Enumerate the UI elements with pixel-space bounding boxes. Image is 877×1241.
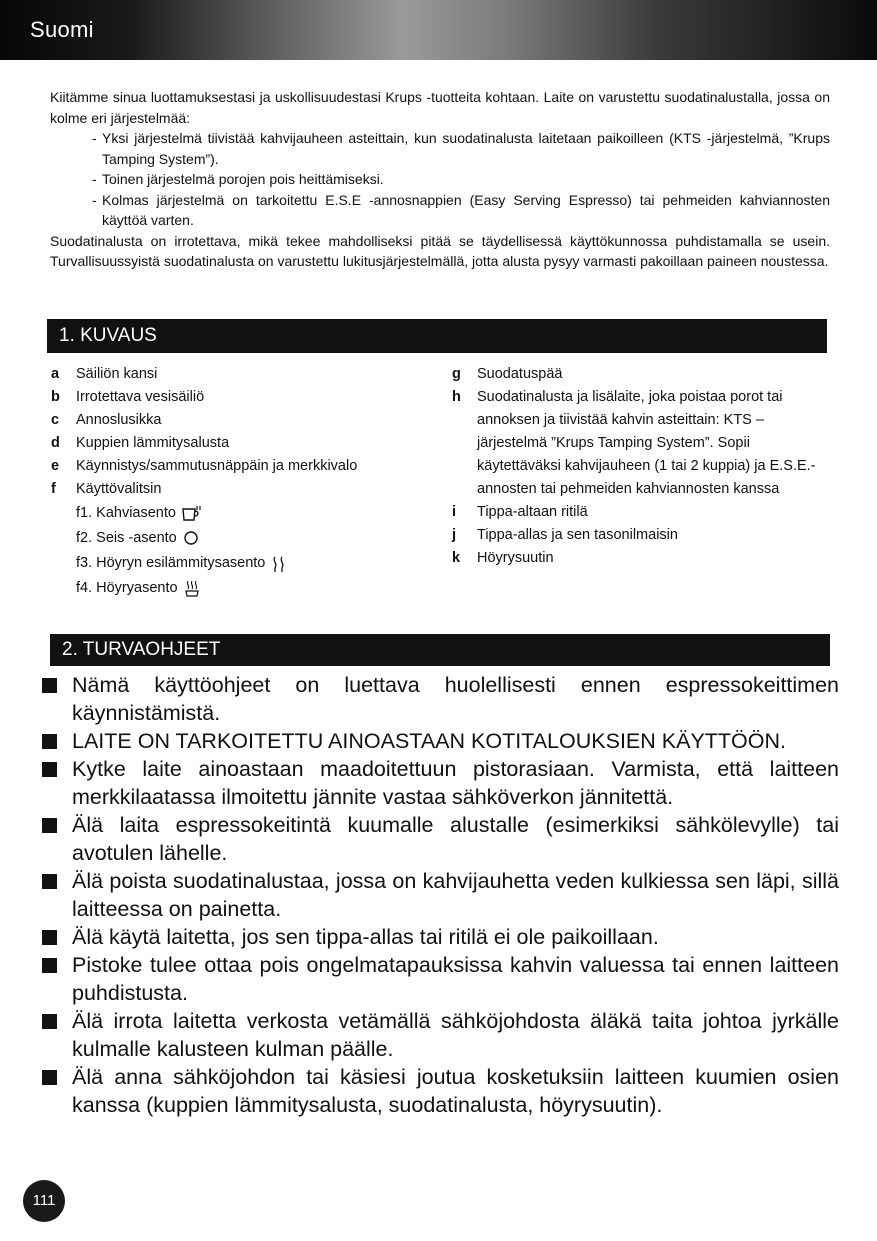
selector-position: f2. Seis -asento (51, 526, 431, 551)
bullet-square-icon (42, 1014, 57, 1029)
safety-item: Älä poista suodatinalustaa, jossa on kahvijauhetta veden kulkiessa sen läpi, sillä laitteessa on painetta. (42, 867, 839, 923)
safety-item: Kytke laite ainoastaan maadoitettuun pistorasiaan. Varmista, että laitteen merkkilaatassa ilmoitettu jännite vastaa sähköverkon jännitettä. (42, 755, 839, 811)
part-item: b Irrotettava vesisäiliö (51, 389, 205, 405)
safety-item: LAITE ON TARKOITETTU AINOASTAAN KOTITALOUKSIEN KÄYTTÖÖN. (42, 727, 839, 755)
page-number: 111 (23, 1180, 65, 1222)
intro-paragraph-2: Suodatinalusta on irrotettava, mikä tekee mahdolliseksi pitää se täydellisessä käyttökunnossa puhdistamalla se usein. Turvallisuussyistä suodatinalusta on varustettu lukitusjärjestelmällä, jotta alusta pysyy varmasti pakoillaan paineen noustessa. (50, 232, 830, 269)
system-item: - Yksi järjestelmä tiivistää kahvijauheen asteittain, kun suodatinalusta laitetaan paikoilleen (KTS -järjestelmä, ”Krups Tamping System”). (92, 130, 830, 167)
system-item: - Kolmas järjestelmä on tarkoitettu E.S.E -annosnappien (Easy Serving Espresso) tai pehmeiden kahviannosten käyttöä varten. (92, 191, 830, 228)
section-heading-kuvaus: 1. KUVAUS (47, 319, 827, 353)
language-label: Suomi (30, 17, 94, 42)
safety-item: Älä käytä laitetta, jos sen tippa-allas tai ritilä ei ole paikoillaan. (42, 923, 839, 951)
bullet-square-icon (42, 958, 57, 973)
selector-position: f3. Höyryn esilämmitysasento (51, 551, 431, 576)
parts-list-left (51, 363, 431, 601)
part-item: g Suodatuspää (452, 366, 563, 382)
part-item: j Tippa-allas ja sen tasonilmaisin (452, 527, 678, 543)
bullet-square-icon (42, 874, 57, 889)
safety-item: Älä anna sähköjohdon tai käsiesi joutua kosketuksiin laitteen kuumien osien kanssa (kuppien lämmitysalusta, suodatinalusta, höyrysuutin). (42, 1063, 839, 1119)
safety-list (42, 671, 839, 1119)
coffee-cup-icon (181, 505, 203, 523)
part-item: c Annoslusikka (51, 412, 162, 428)
bullet-square-icon (42, 678, 57, 693)
steam-icon (183, 579, 201, 599)
bullet-square-icon (42, 818, 57, 833)
section-heading-turvaohjeet: 2. TURVAOHJEET (50, 634, 830, 666)
part-item: i Tippa-altaan ritilä (452, 504, 588, 520)
bullet-square-icon (42, 734, 57, 749)
part-item: h Suodatinalusta ja lisälaite, joka poistaa porot tai annoksen ja tiivistää kahvin asteittain: KTS – järjestelmä ”Krups Tamping System”. Sopii käytettäväksi kahvijauheen (1 tai 2 kuppia) ja E.S.E.-annosten tai pehmeiden kahviannosten kanssa (452, 389, 816, 497)
part-item: f Käyttövalitsin (51, 481, 162, 497)
circle-off-icon (182, 530, 200, 548)
intro-text (50, 87, 830, 272)
selector-position: f1. Kahviasento (51, 501, 431, 526)
safety-item: Älä irrota laitetta verkosta vetämällä sähköjohdosta äläkä taita johtoa jyrkälle kulmalle kalusteen kulman päälle. (42, 1007, 839, 1063)
bullet-square-icon (42, 930, 57, 945)
steam-preheat-icon (270, 554, 290, 574)
system-item: - Toinen järjestelmä porojen pois heittämiseksi. (92, 171, 384, 187)
header-banner (0, 0, 877, 60)
part-item: a Säiliön kansi (51, 366, 158, 382)
intro-paragraph-1: Kiitämme sinua luottamuksestasi ja uskollisuudestasi Krups -tuotteita kohtaan. Laite on varustettu suodatinalustalla, jossa on kolme eri järjestelmää: (50, 89, 830, 126)
part-item: k Höyrysuutin (452, 550, 554, 566)
safety-item: Pistoke tulee ottaa pois ongelmatapauksissa kahvin valuessa tai ennen laitteen puhdistusta. (42, 951, 839, 1007)
safety-item: Älä laita espressokeitintä kuumalle alustalle (esimerkiksi sähkölevylle) tai avotulen lähelle. (42, 811, 839, 867)
parts-list-right (452, 363, 832, 570)
part-item: e Käynnistys/sammutusnäppäin ja merkkivalo (51, 458, 358, 474)
bullet-square-icon (42, 1070, 57, 1085)
safety-item: Nämä käyttöohjeet on luettava huolellisesti ennen espressokeittimen käynnistämistä. (42, 671, 839, 727)
bullet-square-icon (42, 762, 57, 777)
selector-position: f4. Höyryasento (51, 576, 431, 601)
part-item: d Kuppien lämmitysalusta (51, 435, 230, 451)
